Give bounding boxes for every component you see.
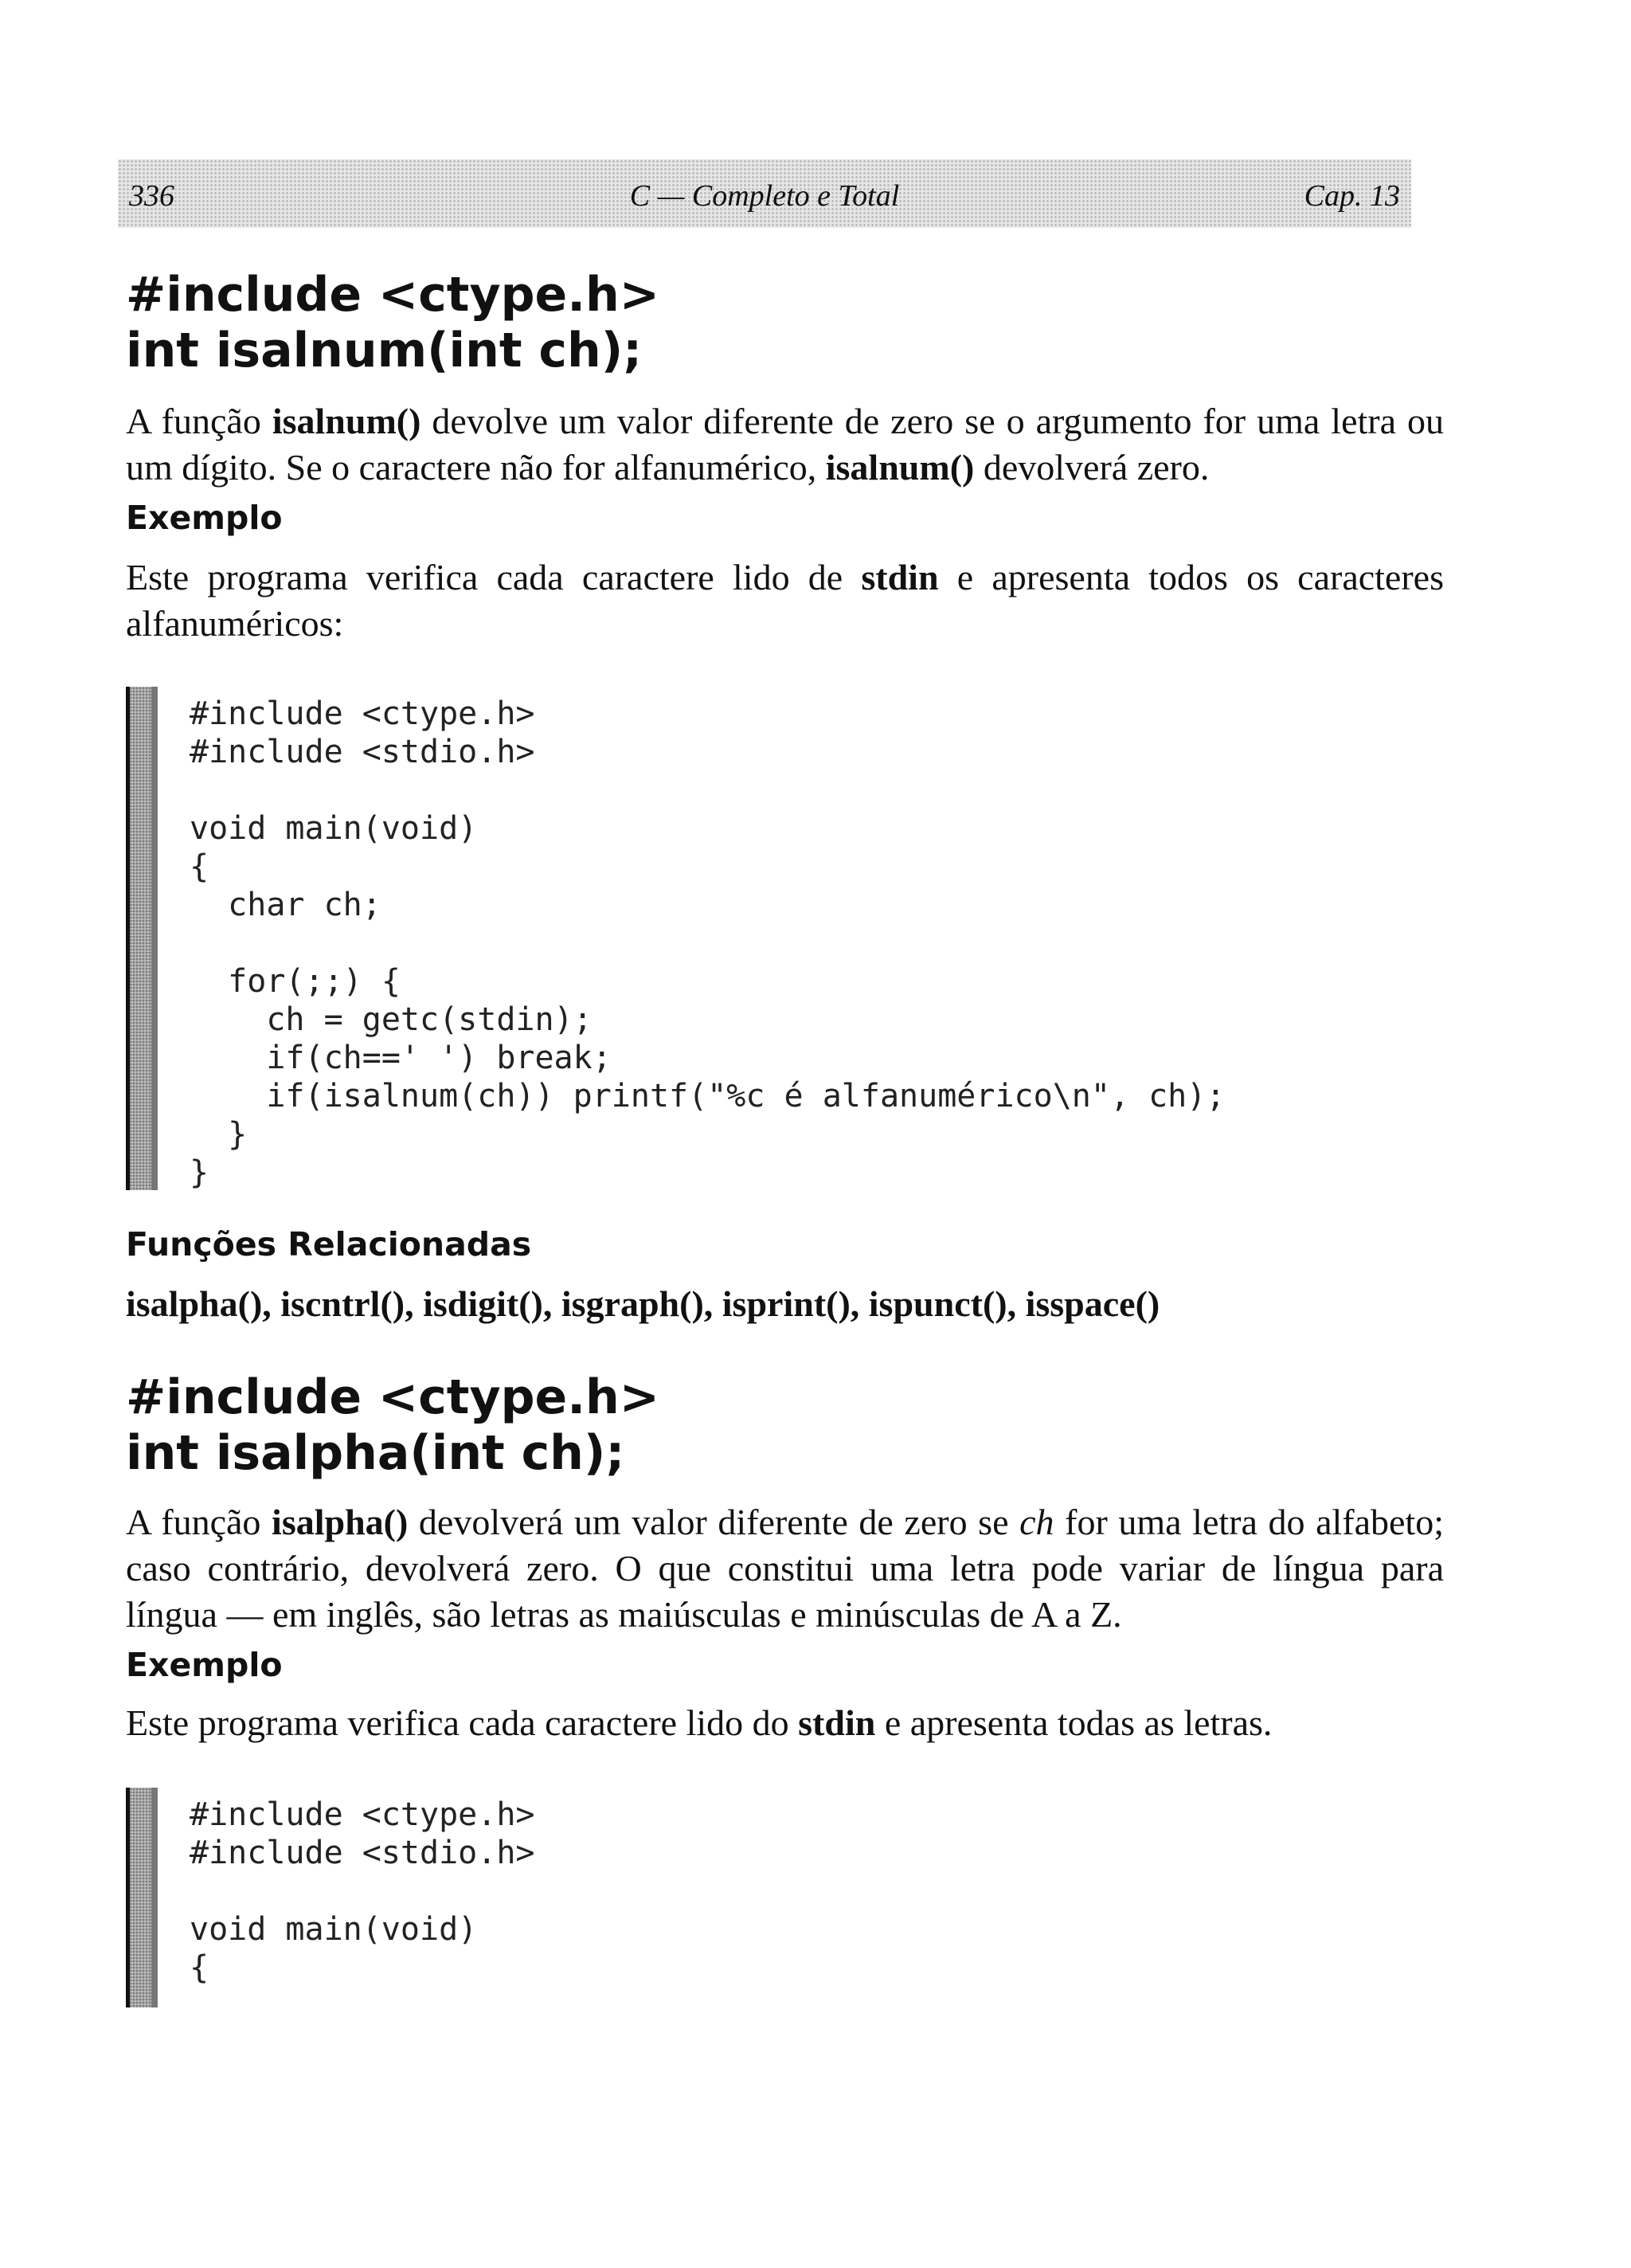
text-run: devolverá um valor diferente de zero se [408, 1502, 1020, 1542]
related-functions-list: isalpha(), iscntrl(), isdigit(), isgraph(), isprint(), ispunct(), isspace() [126, 1283, 1160, 1324]
function-description [126, 1499, 1444, 1638]
text-run: e apresenta todos os caracteres alfanuméricos: [126, 557, 1444, 644]
code-line: void main(void) [190, 1911, 478, 1948]
function-description [126, 398, 1444, 491]
code-line: #include <stdio.h> [190, 734, 535, 770]
page-number: 336 [129, 179, 174, 213]
code-line: char ch; [190, 887, 381, 923]
code-line: } [190, 1116, 248, 1153]
inline-code-term: isalpha() [272, 1502, 409, 1542]
text-run: Este programa verifica cada caractere lido de [126, 557, 862, 597]
chapter-label: Cap. 13 [1304, 179, 1400, 213]
text-run: devolverá zero. [974, 447, 1210, 488]
code-line: if(isalnum(ch)) printf("%c é alfanumérico\n", ch); [190, 1078, 1226, 1114]
example-intro [126, 1700, 1444, 1746]
code-line: } [190, 1154, 209, 1191]
example-label: Exemplo [126, 1646, 283, 1684]
text-run: e apresenta todas as letras. [875, 1702, 1273, 1743]
function-heading-signature: int isalpha(int ch); [126, 1425, 625, 1481]
text-run: A função [126, 1502, 272, 1542]
code-line: #include <ctype.h> [190, 695, 535, 732]
code-line: { [190, 848, 209, 885]
code-line: #include <stdio.h> [190, 1835, 535, 1871]
inline-code-term: isalnum() [825, 447, 975, 488]
inline-code-term: isalnum() [272, 401, 421, 441]
running-title: C — Completo e Total [629, 179, 900, 213]
inline-param: ch [1019, 1502, 1054, 1542]
example-intro [126, 554, 1444, 647]
inline-code-term: stdin [798, 1702, 876, 1743]
code-line: ch = getc(stdin); [190, 1001, 593, 1038]
code-line: { [190, 1949, 209, 1986]
function-heading-include: #include <ctype.h> [126, 1369, 659, 1425]
code-margin-bar [126, 687, 158, 1190]
code-line: for(;;) { [190, 963, 401, 1000]
code-line: if(ch==' ') break; [190, 1040, 612, 1076]
text-run: Este programa verifica cada caractere lido do [126, 1702, 799, 1743]
text-run: A função [126, 401, 272, 441]
text-run: devolve um valor diferente de zero se o argumento for uma letra ou um dígito. Se o caractere não for alfanumérico, [126, 401, 1444, 488]
code-margin-bar [126, 1788, 158, 2008]
function-heading-include: #include <ctype.h> [126, 267, 659, 323]
code-line: void main(void) [190, 810, 478, 847]
example-label: Exemplo [126, 499, 283, 537]
text-run: for uma letra do alfabeto; caso contrário, devolverá zero. O que constitui uma letra pode variar de língua para língua — em inglês, são letras as maiúsculas e minúsculas de A a Z. [126, 1502, 1444, 1635]
page-header [118, 159, 1411, 228]
function-heading-signature: int isalnum(int ch); [126, 323, 643, 378]
code-line: #include <ctype.h> [190, 1796, 535, 1833]
inline-code-term: stdin [861, 557, 939, 597]
related-functions-label: Funções Relacionadas [126, 1225, 532, 1263]
